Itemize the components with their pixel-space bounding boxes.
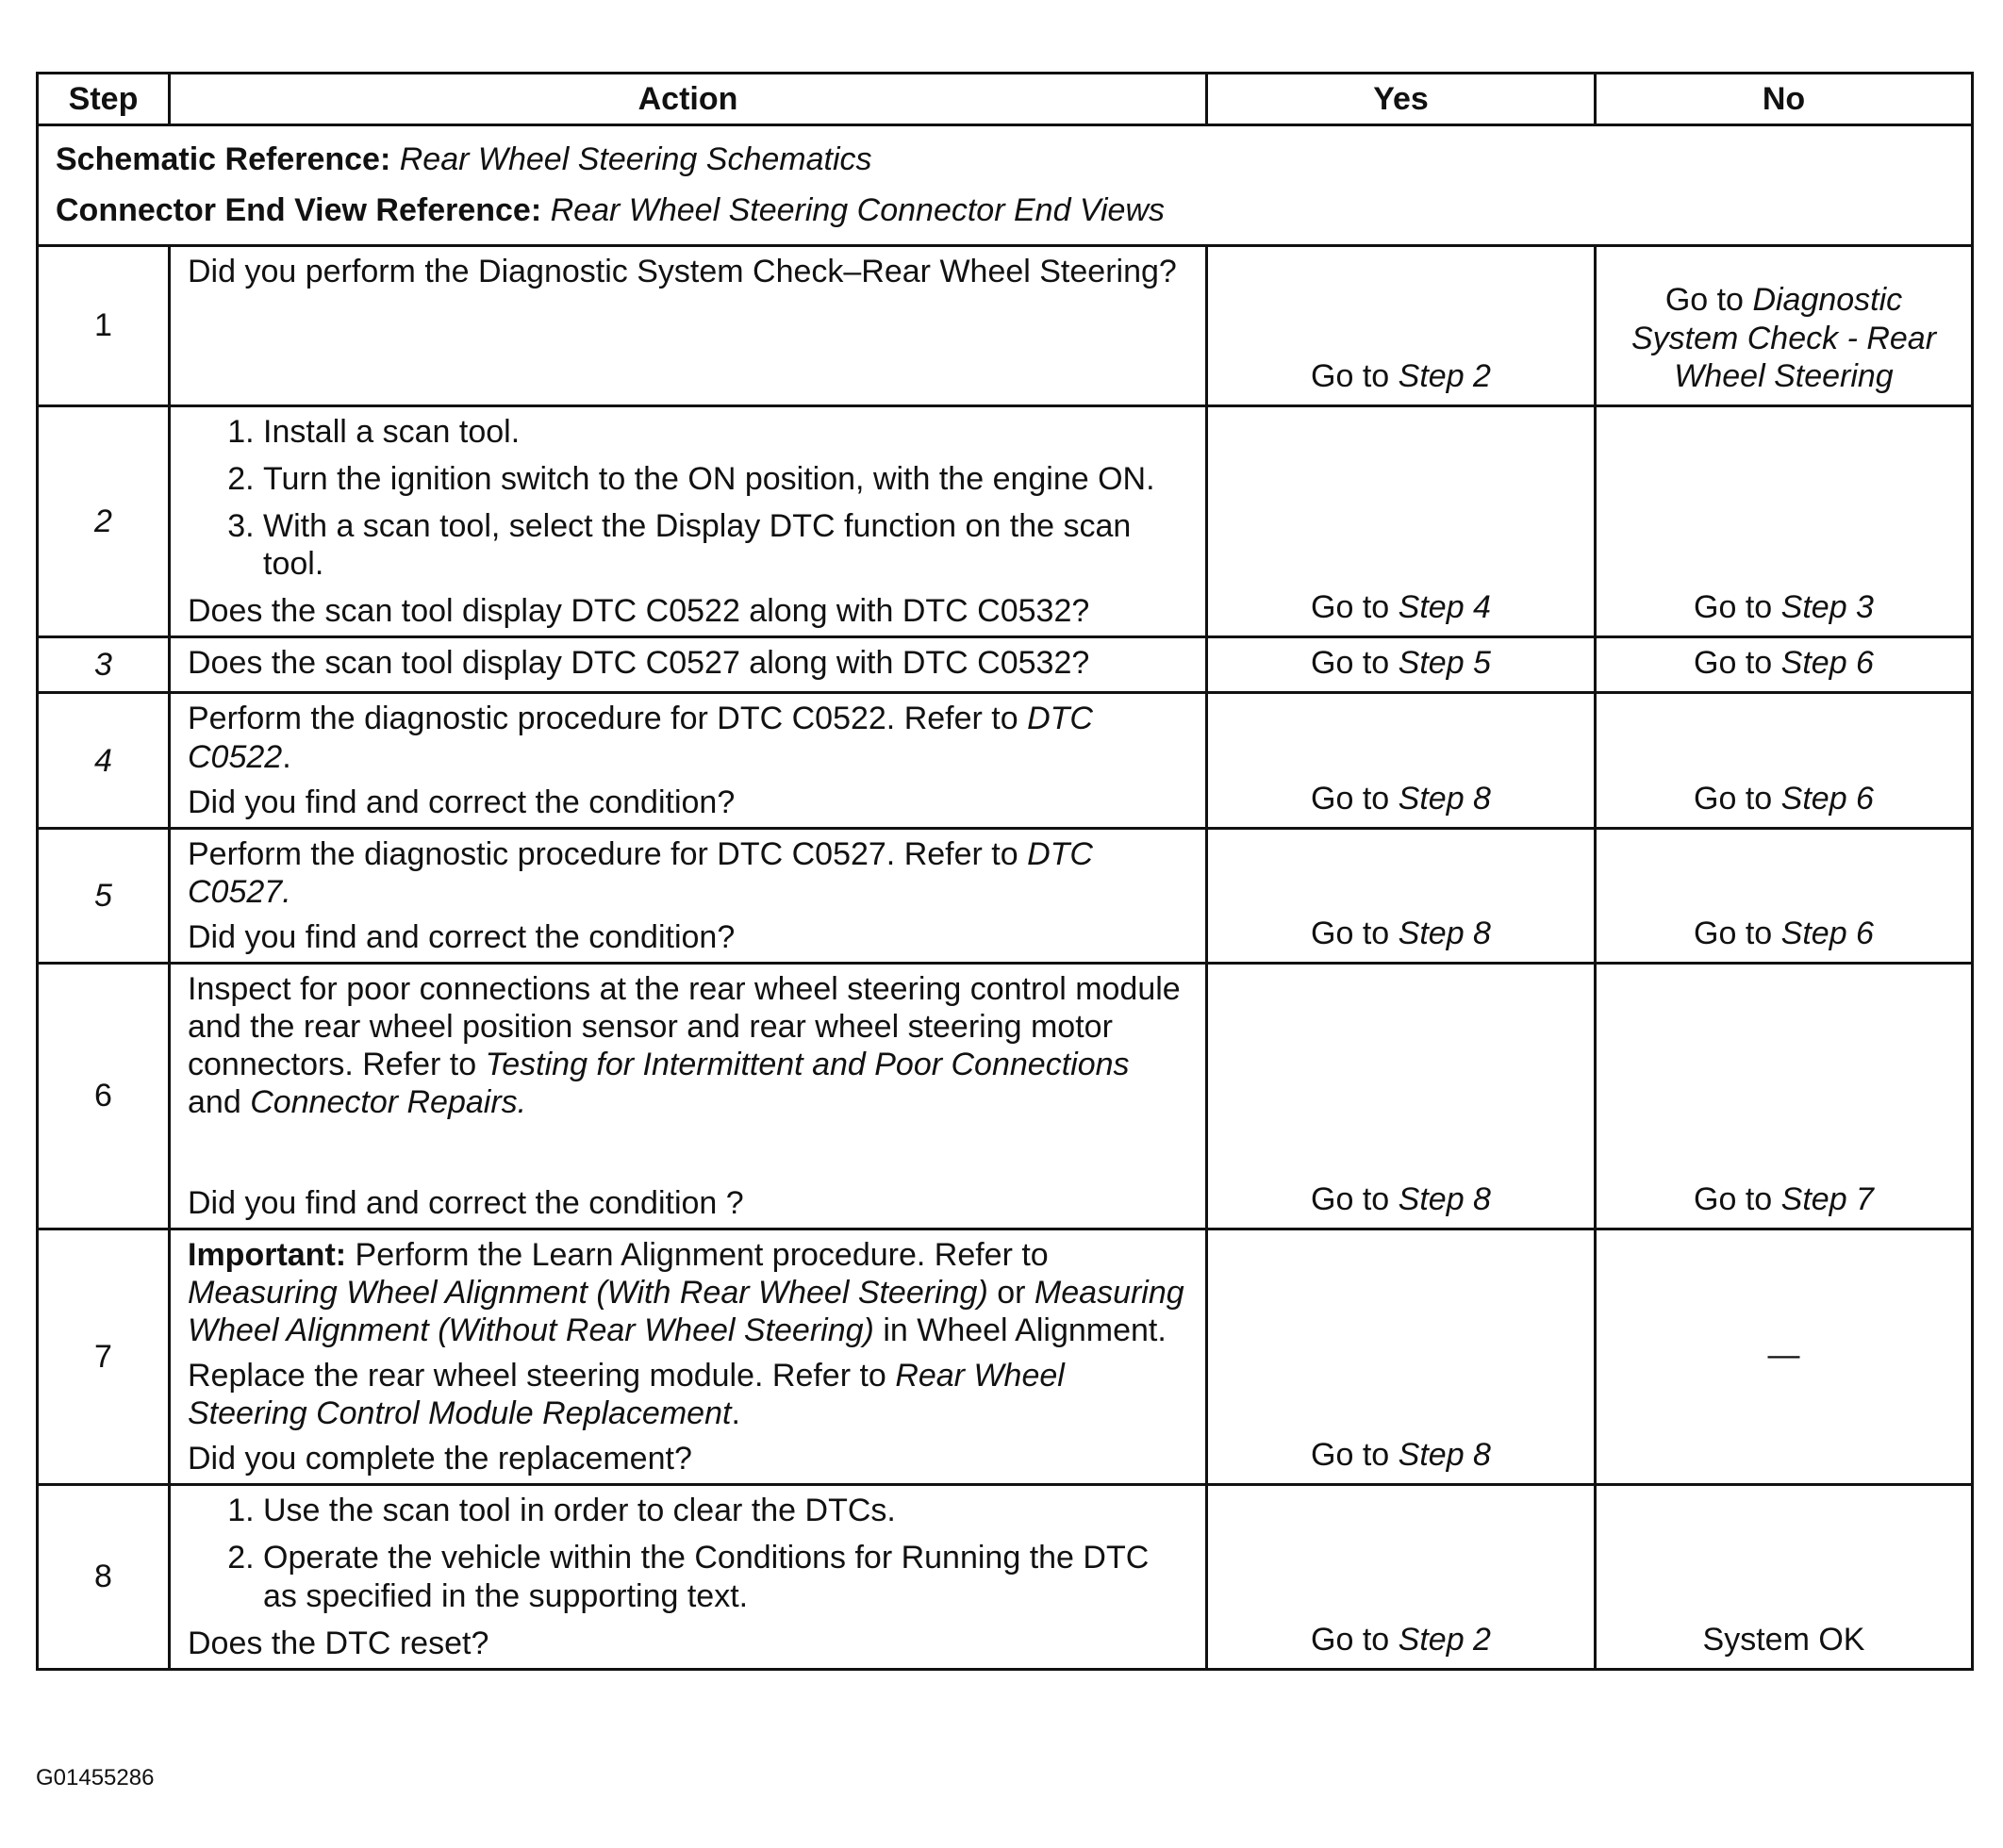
header-action: Action <box>170 74 1207 125</box>
no-cell <box>1596 245 1973 405</box>
no-cell <box>1596 1229 1973 1485</box>
action-text-body: Replace the rear wheel steering module. Refer to <box>188 1357 886 1394</box>
action-question: Does the DTC reset? <box>188 1625 489 1661</box>
no-prefix: Go to <box>1694 915 1773 951</box>
no-link[interactable]: Step 6 <box>1780 780 1874 817</box>
action-text <box>188 700 1188 775</box>
no-cell <box>1596 693 1973 828</box>
reference-cell <box>38 125 1973 246</box>
yes-cell <box>1207 964 1596 1229</box>
step-number: 5 <box>38 828 170 963</box>
yes-link[interactable]: Step 2 <box>1398 357 1491 394</box>
yes-link[interactable]: Step 8 <box>1398 1180 1491 1217</box>
action-question: Does the scan tool display DTC C0522 along with DTC C0532? <box>188 593 1090 630</box>
no-link[interactable]: Step 3 <box>1780 589 1874 626</box>
figure-id: G01455286 <box>36 1765 155 1790</box>
no-dash: — <box>1767 1336 1800 1373</box>
yes-cell <box>1207 1485 1596 1669</box>
action-question: Did you find and correct the condition? <box>188 918 736 955</box>
no-prefix: Go to <box>1694 1180 1773 1217</box>
no-prefix: Go to <box>1694 780 1773 817</box>
action-list <box>188 1492 1188 1614</box>
spacer <box>188 1130 1188 1177</box>
no-cell <box>1596 1485 1973 1669</box>
yes-link[interactable]: Step 2 <box>1398 1621 1491 1658</box>
action-cell <box>170 405 1207 637</box>
no-result: System OK <box>1702 1621 1865 1658</box>
yes-link[interactable]: Step 5 <box>1398 645 1491 682</box>
yes-prefix: Go to <box>1311 357 1390 394</box>
important-note <box>188 1236 1188 1349</box>
yes-link[interactable]: Step 8 <box>1398 915 1491 951</box>
action-text-tail: in Wheel Alignment. <box>883 1312 1167 1348</box>
yes-link[interactable]: Step 4 <box>1398 589 1491 626</box>
table-row <box>38 828 1973 963</box>
no-prefix: Go to <box>1694 645 1773 682</box>
action-cell <box>170 1485 1207 1669</box>
list-item: 2. Operate the vehicle within the Conditions for Running the DTC as specified in the supporting text. <box>263 1539 1188 1614</box>
yes-prefix: Go to <box>1311 645 1390 682</box>
table-row <box>38 1229 1973 1485</box>
yes-link[interactable]: Step 8 <box>1398 780 1491 817</box>
step-number: 6 <box>38 964 170 1229</box>
action-text <box>188 1357 1188 1432</box>
yes-link[interactable]: Step 8 <box>1398 1437 1491 1474</box>
action-list <box>188 413 1188 583</box>
no-link[interactable]: Step 6 <box>1780 645 1874 682</box>
action-cell <box>170 1229 1207 1485</box>
action-text-body: Perform the diagnostic procedure for DTC C0527. Refer to <box>188 835 1018 872</box>
action-text-joiner: and <box>188 1084 241 1121</box>
yes-prefix: Go to <box>1311 1437 1390 1474</box>
action-text-joiner: or <box>997 1274 1026 1311</box>
yes-cell <box>1207 245 1596 405</box>
no-link[interactable]: Step 7 <box>1780 1180 1874 1217</box>
action-text-tail: . <box>731 1395 740 1432</box>
action-cell <box>170 245 1207 405</box>
table-row <box>38 245 1973 405</box>
action-question: Did you find and correct the condition ? <box>188 1184 744 1221</box>
yes-prefix: Go to <box>1311 1621 1390 1658</box>
no-cell <box>1596 405 1973 637</box>
no-cell <box>1596 828 1973 963</box>
no-cell <box>1596 964 1973 1229</box>
action-question: Did you complete the replacement? <box>188 1441 692 1477</box>
diagnostic-table-sheet <box>36 72 1971 1671</box>
table-row <box>38 693 1973 828</box>
yes-cell <box>1207 1229 1596 1485</box>
yes-cell <box>1207 828 1596 963</box>
action-text: Did you perform the Diagnostic System Check–Rear Wheel Steering? <box>188 253 1177 289</box>
action-text <box>188 970 1188 1121</box>
table-row <box>38 964 1973 1229</box>
schematic-reference <box>56 134 1954 185</box>
important-label: Important: <box>188 1236 347 1273</box>
list-item: 2. Turn the ignition switch to the ON position, with the engine ON. <box>263 460 1188 498</box>
list-item: 1. Install a scan tool. <box>263 413 1188 451</box>
table-row <box>38 1485 1973 1669</box>
table-row <box>38 405 1973 637</box>
yes-cell <box>1207 693 1596 828</box>
action-link[interactable]: Rear Wheel Steering Control Module Replacement <box>188 1357 1065 1432</box>
connector-reference-label: Connector End View Reference: <box>56 192 542 229</box>
yes-prefix: Go to <box>1311 915 1390 951</box>
yes-cell <box>1207 637 1596 693</box>
step-number: 2 <box>38 405 170 637</box>
reference-row <box>38 125 1973 246</box>
action-cell <box>170 637 1207 693</box>
yes-prefix: Go to <box>1311 589 1390 626</box>
action-question: Did you find and correct the condition? <box>188 784 736 820</box>
connector-reference-link[interactable]: Rear Wheel Steering Connector End Views <box>550 192 1166 229</box>
list-item: 1. Use the scan tool in order to clear the DTCs. <box>263 1492 1188 1529</box>
action-text <box>188 835 1188 911</box>
header-step: Step <box>38 74 170 125</box>
step-number: 3 <box>38 637 170 693</box>
header-row <box>38 74 1973 125</box>
header-no: No <box>1596 74 1973 125</box>
important-text: Perform the Learn Alignment procedure. Refer to <box>355 1236 1049 1273</box>
action-link[interactable]: Connector Repairs. <box>250 1084 527 1121</box>
step-number: 1 <box>38 245 170 405</box>
action-link[interactable]: DTC C0527. <box>188 835 1093 910</box>
no-cell <box>1596 637 1973 693</box>
diagnostic-table <box>36 72 1974 1671</box>
yes-prefix: Go to <box>1311 1180 1390 1217</box>
action-cell <box>170 828 1207 963</box>
header-yes: Yes <box>1207 74 1596 125</box>
no-prefix: Go to <box>1664 282 1744 319</box>
action-link[interactable]: Measuring Wheel Alignment (With Rear Wheel Steering) <box>188 1274 988 1311</box>
no-link[interactable]: Diagnostic System Check - Rear Wheel Steering <box>1631 282 1937 394</box>
yes-prefix: Go to <box>1311 780 1390 817</box>
connector-reference <box>56 185 1954 236</box>
action-link[interactable]: Measuring Wheel Alignment (Without Rear Wheel Steering) <box>188 1274 1184 1348</box>
action-text-body: Inspect for poor connections at the rear wheel steering control module and the rear wheel position sensor and rear wheel steering motor connectors. Refer to <box>188 971 1181 1083</box>
step-number: 7 <box>38 1229 170 1485</box>
action-text-tail: . <box>282 738 291 775</box>
action-text-body: Perform the diagnostic procedure for DTC C0522. Refer to <box>188 701 1018 737</box>
action-cell <box>170 964 1207 1229</box>
no-link[interactable]: Step 6 <box>1780 915 1874 951</box>
action-link[interactable]: Testing for Intermittent and Poor Connections <box>485 1047 1130 1083</box>
table-row <box>38 637 1973 693</box>
step-number: 8 <box>38 1485 170 1669</box>
schematic-reference-link[interactable]: Rear Wheel Steering Schematics <box>399 141 872 177</box>
schematic-reference-label: Schematic Reference: <box>56 141 391 177</box>
no-prefix: Go to <box>1694 589 1773 626</box>
list-item: 3. With a scan tool, select the Display DTC function on the scan tool. <box>263 507 1188 583</box>
action-cell <box>170 693 1207 828</box>
action-question: Does the scan tool display DTC C0527 along with DTC C0532? <box>188 645 1090 682</box>
step-number: 4 <box>38 693 170 828</box>
action-link[interactable]: DTC C0522 <box>188 701 1093 775</box>
yes-cell <box>1207 405 1596 637</box>
